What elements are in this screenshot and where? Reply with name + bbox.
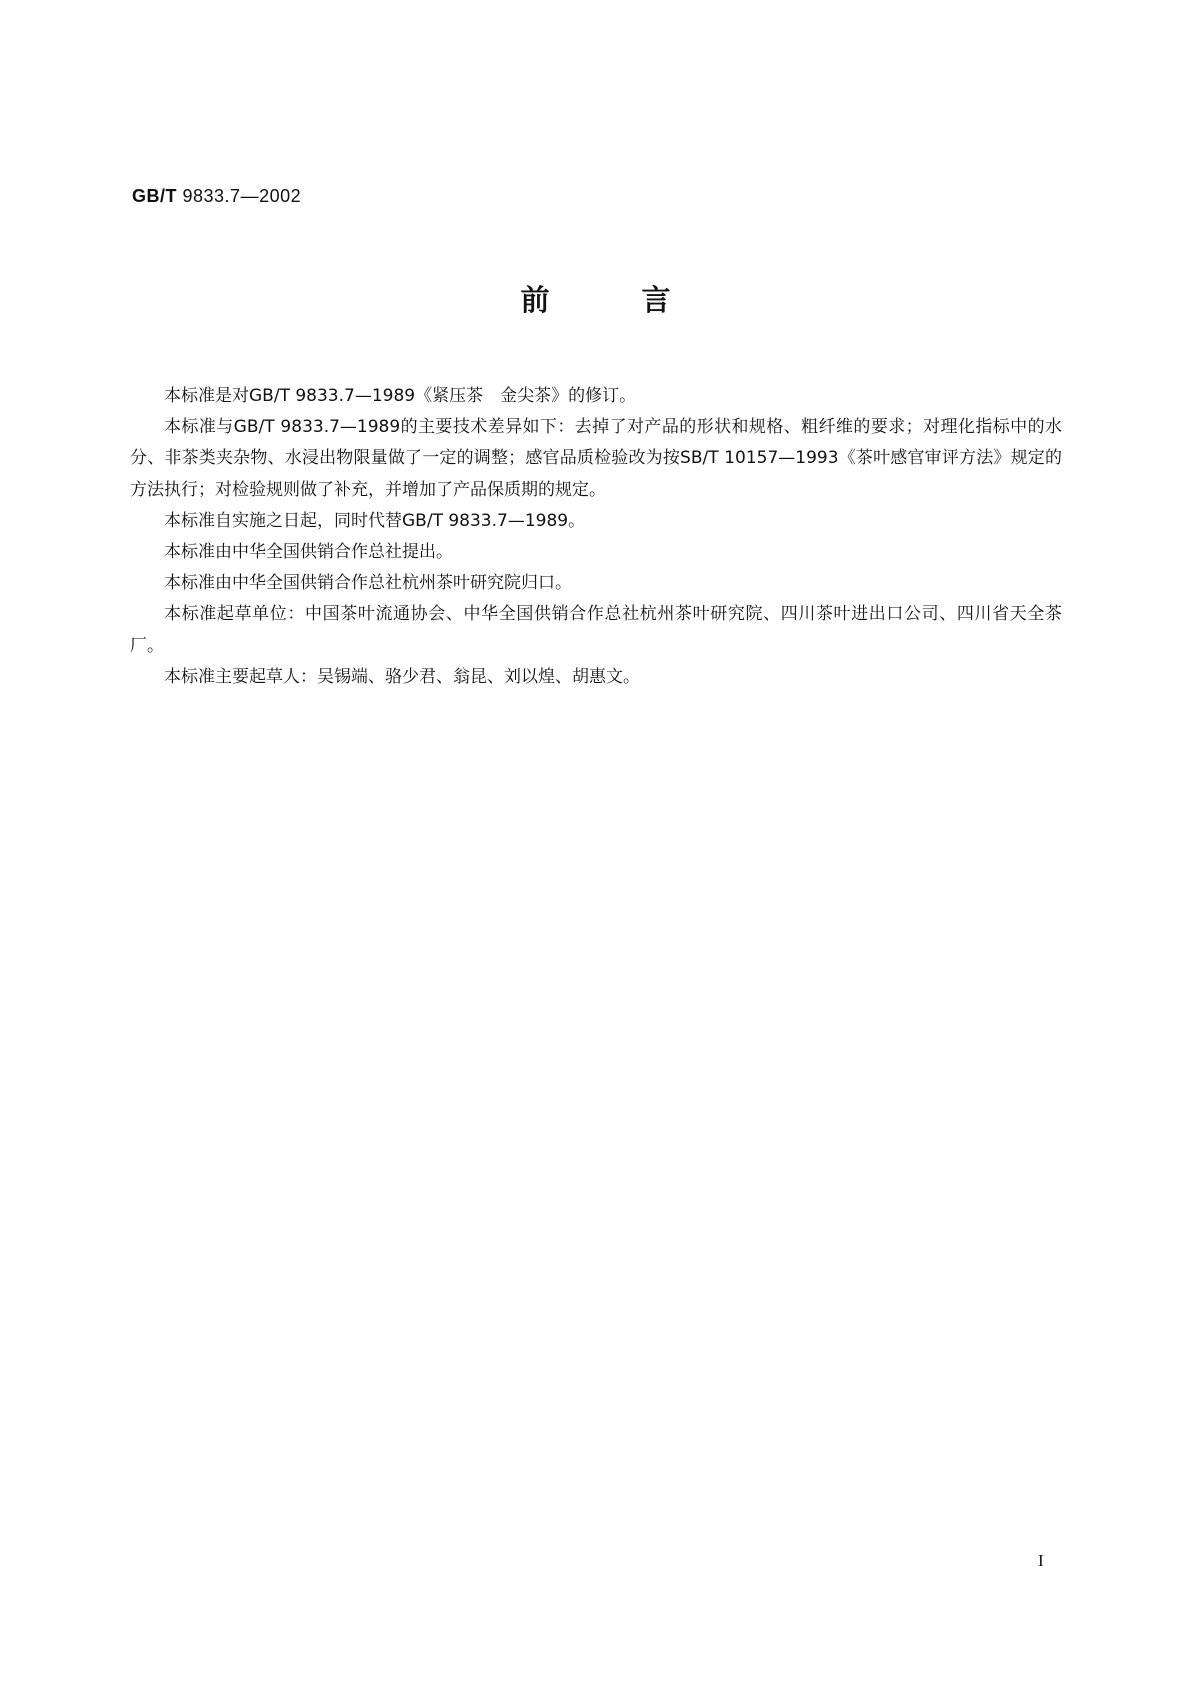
page-number: I xyxy=(1038,1551,1044,1570)
paragraph-drafters: 本标准主要起草人：吴锡端、骆少君、翁昆、刘以煌、胡惠文。 xyxy=(164,666,640,687)
standard-code xyxy=(132,186,301,207)
paragraph-replacement: 本标准自实施之日起，同时代替GB/T 9833.7—1989。 xyxy=(164,510,586,531)
standard-code-number: 9833.7—2002 xyxy=(182,186,302,206)
page-title-char-1: 前 xyxy=(520,283,550,317)
paragraph-drafting-units: 本标准起草单位：中国茶叶流通协会、中华全国供销合作总社杭州茶叶研究院、四川茶叶进出口公司、四川省天全茶厂。 xyxy=(130,604,1062,656)
paragraph-revision: 本标准是对GB/T 9833.7—1989《紧压茶 金尖茶》的修订。 xyxy=(164,386,637,406)
standard-code-prefix: GB/T xyxy=(132,186,177,206)
paragraph-proposer: 本标准由中华全国供销合作总社提出。 xyxy=(164,542,453,563)
page-title-char-2: 言 xyxy=(641,283,671,317)
foreword-body xyxy=(130,381,1062,693)
page-title xyxy=(0,278,1191,319)
paragraph-differences: 本标准与GB/T 9833.7—1989的主要技术差异如下：去掉了对产品的形状和规格、粗纤维的要求；对理化指标中的水分、非茶类夹杂物、水浸出物限量做了一定的调整；感官品质检验改为按SB/T 10157—1993《茶叶感官审评方法》规定的方法执行；对检验规则做了补充，并增加了产品保质期的规定。 xyxy=(130,417,1062,500)
paragraph-centralized: 本标准由中华全国供销合作总社杭州茶叶研究院归口。 xyxy=(164,573,572,594)
